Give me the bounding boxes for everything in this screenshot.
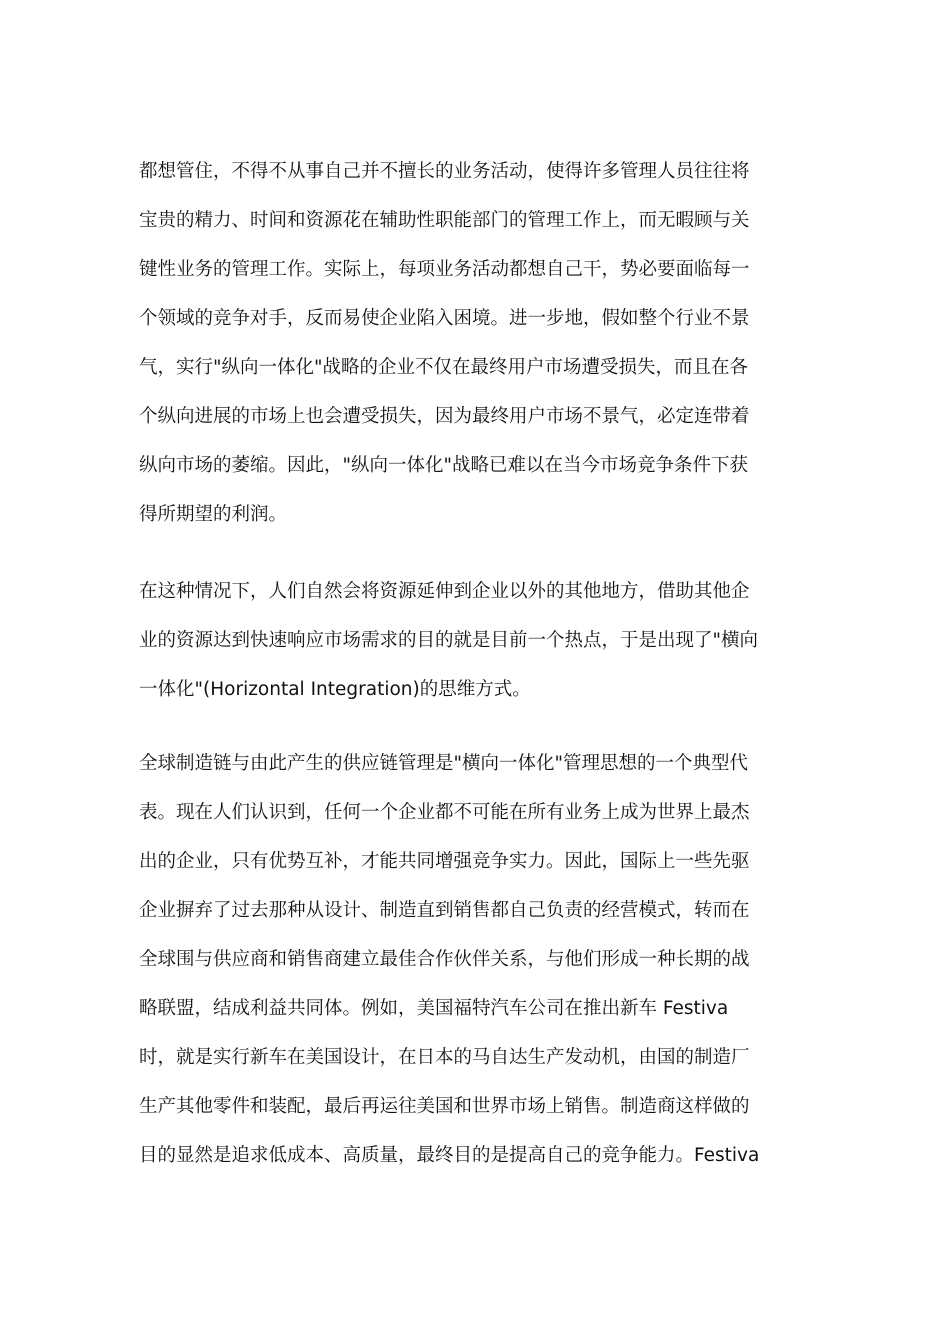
- text-line: 略联盟，结成利益共同体。例如，美国福特汽车公司在推出新车 Festiva: [139, 998, 729, 1019]
- paragraph-global-supply-chain: [139, 752, 839, 1193]
- text-line: 表。现在人们认识到，任何一个企业都不可能在所有业务上成为世界上最杰: [139, 802, 750, 823]
- text-line: 时，就是实行新车在美国设计，在日本的马自达生产发动机，由国的制造厂: [139, 1047, 750, 1068]
- paragraph-horizontal-integration: [139, 580, 839, 727]
- text-line: 全球制造链与由此产生的供应链管理是"横向一体化"管理思想的一个典型代: [139, 753, 749, 774]
- text-line: 全球围与供应商和销售商建立最佳合作伙伴关系，与他们形成一种长期的战: [139, 949, 750, 970]
- text-line: 企业摒弃了过去那种从设计、制造直到销售都自己负责的经营模式，转而在: [139, 900, 750, 921]
- text-line: 宝贵的精力、时间和资源花在辅助性职能部门的管理工作上，而无暇顾与关: [139, 210, 750, 231]
- text-line: 个纵向进展的市场上也会遭受损失，因为最终用户市场不景气，必定连带着: [139, 406, 750, 427]
- text-line: 个领域的竞争对手，反而易使企业陷入困境。进一步地，假如整个行业不景: [139, 308, 750, 329]
- text-line: 在这种情况下，人们自然会将资源延伸到企业以外的其他地方，借助其他企: [139, 581, 750, 602]
- text-line: 键性业务的管理工作。实际上，每项业务活动都想自己干，势必要面临每一: [139, 259, 750, 280]
- text-line: 纵向市场的萎缩。因此，"纵向一体化"战略已难以在当今市场竞争条件下获: [139, 455, 749, 476]
- text-line: 生产其他零件和装配，最后再运往美国和世界市场上销售。制造商这样做的: [139, 1096, 750, 1117]
- text-line: 目的显然是追求低成本、高质量，最终目的是提高自己的竞争能力。Festiva: [139, 1145, 760, 1166]
- text-line: 一体化"(Horizontal Integration)的思维方式。: [139, 679, 531, 700]
- text-line: 得所期望的利润。: [139, 504, 288, 525]
- paragraph-vertical-integration: [139, 160, 839, 552]
- text-line: 出的企业，只有优势互补，才能共同增强竞争实力。因此，国际上一些先驱: [139, 851, 750, 872]
- text-line: 业的资源达到快速响应市场需求的目的就是目前一个热点，于是出现了"横向: [139, 630, 759, 651]
- text-line: 都想管住，不得不从事自己并不擅长的业务活动，使得许多管理人员往往将: [139, 161, 750, 182]
- text-line: 气，实行"纵向一体化"战略的企业不仅在最终用户市场遭受损失，而且在各: [139, 357, 749, 378]
